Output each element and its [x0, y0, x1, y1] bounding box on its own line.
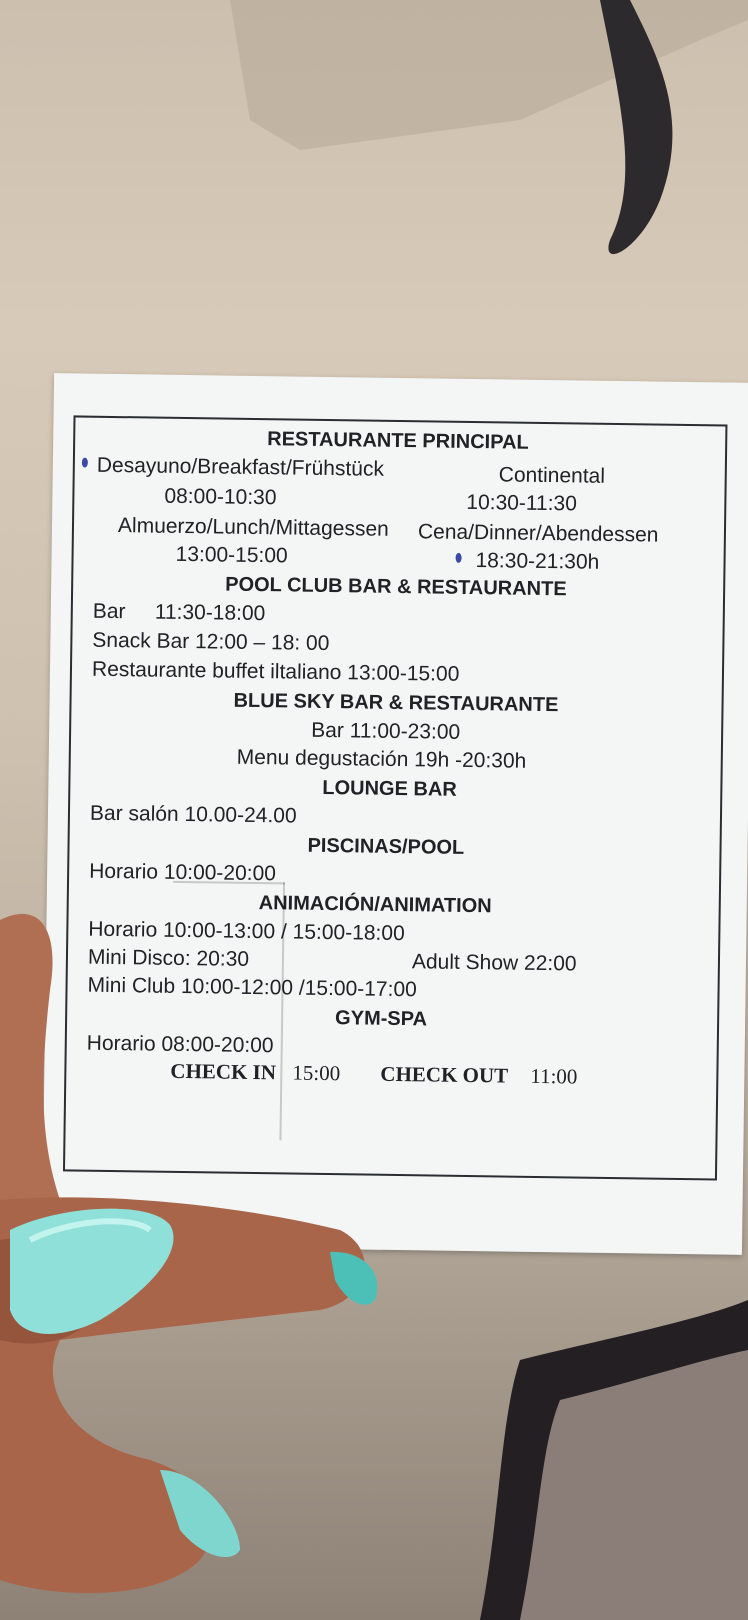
tasting-menu: Menu degustación 19h -20:30h [236, 745, 527, 773]
pool-hours: Horario 10:00-20:00 [89, 859, 277, 886]
blue-sky-bar: Bar 11:00-23:00 [310, 718, 461, 744]
mini-disco: Mini Disco: 20:30 [87, 945, 250, 971]
pool-bar-time: 11:30-18:00 [154, 600, 266, 626]
buffet: Restaurante buffet iltaliano 13:00-15:00 [91, 657, 460, 686]
animation-hours: Horario 10:00-13:00 / 15:00-18:00 [88, 917, 405, 946]
gym-title: GYM-SPA [334, 1007, 428, 1031]
lounge-bar: Bar salón 10.00-24.00 [89, 801, 297, 828]
adult-show: Adult Show 22:00 [411, 950, 577, 976]
gym-hours: Horario 08:00-20:00 [86, 1031, 274, 1058]
continental-time: 10:30-11:30 [466, 490, 578, 516]
pool-bar-label: Bar [92, 599, 126, 624]
restaurant-title: RESTAURANTE PRINCIPAL [267, 428, 529, 454]
mini-club: Mini Club 10:00-12:00 /15:00-17:00 [87, 973, 417, 1002]
check-in-label: CHECK IN [170, 1058, 277, 1085]
check-in-time: 15:00 [292, 1060, 341, 1086]
lunch-label: Almuerzo/Lunch/Mittagessen [117, 514, 389, 541]
check-out-label: CHECK OUT [380, 1061, 509, 1088]
continental-label: Continental [498, 463, 606, 488]
dinner-time: 18:30-21:30h [475, 549, 600, 574]
lunch-time: 13:00-15:00 [175, 542, 288, 568]
dinner-label: Cena/Dinner/Abendessen [417, 520, 659, 547]
breakfast-time: 08:00-10:30 [164, 484, 277, 510]
check-out-time: 11:00 [530, 1063, 578, 1089]
lounge-title: LOUNGE BAR [322, 776, 457, 801]
breakfast-label: Desayuno/Breakfast/Frühstück [96, 453, 385, 481]
blue-sky-title: BLUE SKY BAR & RESTAURANTE [233, 689, 559, 717]
pool-club-title: POOL CLUB BAR & RESTAURANTE [225, 573, 567, 601]
pool-title: PISCINAS/POOL [307, 834, 465, 859]
animation-title: ANIMACIÓN/ANIMATION [258, 892, 492, 918]
snack-bar: Snack Bar 12:00 – 18: 00 [92, 628, 330, 656]
